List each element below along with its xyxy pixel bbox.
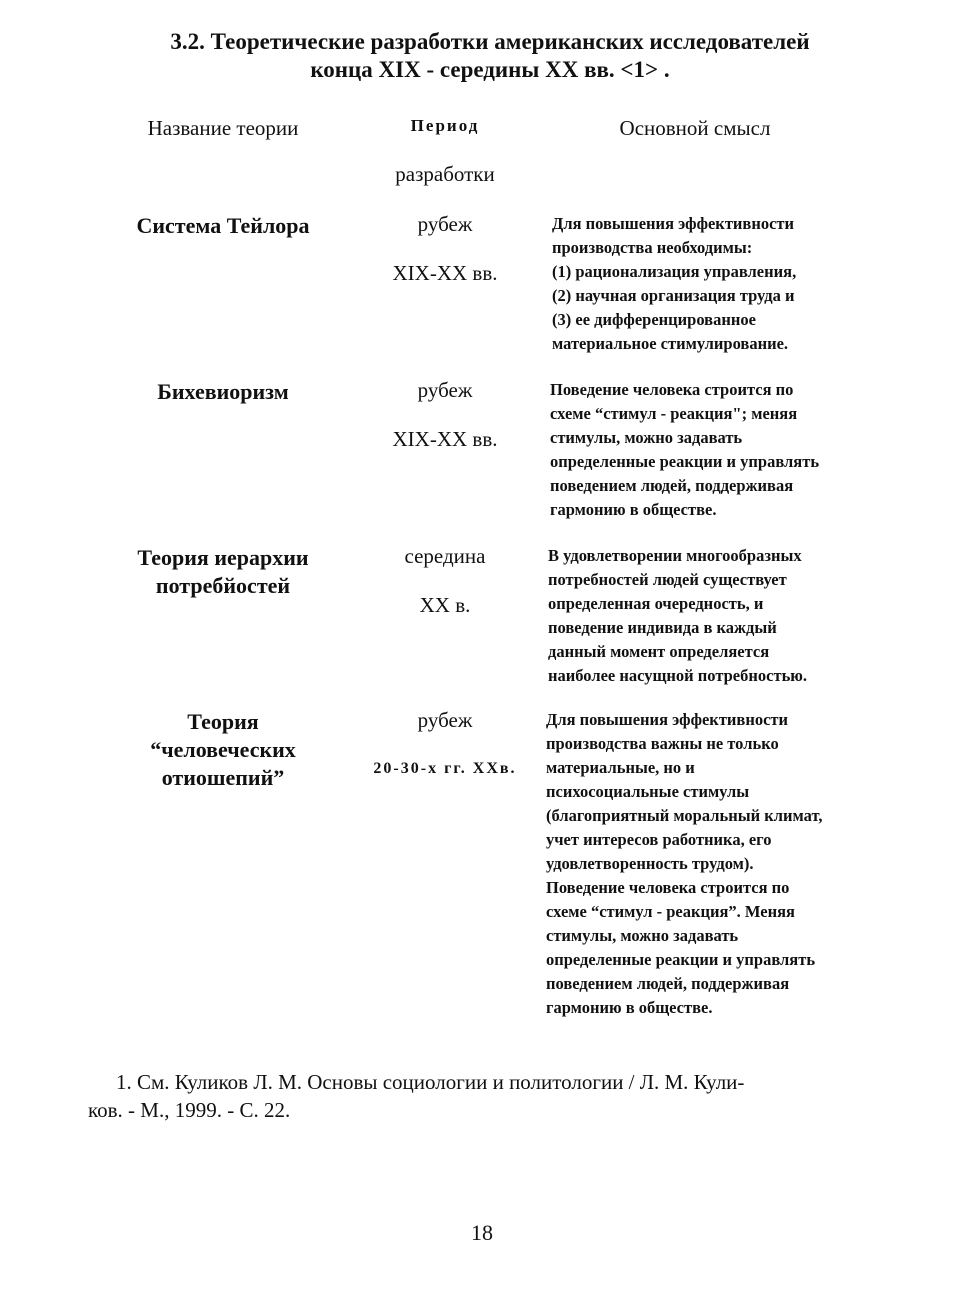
meaning-line: поведением людей, поддерживая — [546, 974, 790, 993]
meaning-line: психосоциальные стимулы — [546, 782, 750, 801]
theory-name — [110, 544, 336, 600]
meaning-line: учет интересов работника, его — [546, 830, 772, 849]
theory-name: Система Тейлора — [136, 213, 310, 238]
header-period: Период — [410, 116, 480, 135]
period-line2: XX в. — [419, 593, 471, 617]
meaning-line: поведение индивида в каждый — [548, 618, 777, 637]
meaning-line: (3) ее дифференцированное — [552, 310, 756, 329]
period-line1: рубеж — [417, 212, 473, 236]
header-meaning: Основной смысл — [619, 116, 771, 140]
theory-name-line: Теория иерархии — [137, 545, 309, 570]
period-line2: 20-30-х гг. XXв. — [373, 760, 517, 777]
meaning-line: стимулы, можно задавать — [550, 428, 743, 447]
meaning-line: стимулы, можно задавать — [546, 926, 739, 945]
meaning-line: Для повышения эффективности — [552, 214, 795, 233]
theory-name-line: Теория — [187, 709, 259, 734]
meaning-line: определенные реакции и управлять — [546, 950, 816, 969]
theory-name-line: “человеческих — [150, 737, 296, 762]
meaning-line: материальные, но и — [546, 758, 695, 777]
period-line1: рубеж — [417, 378, 473, 402]
section-title-line1: 3.2. Теоретические разработки американских исследователей — [170, 29, 810, 54]
header-theory-name: Название теории — [147, 116, 299, 140]
period-line2: XIX-XX вв. — [392, 261, 498, 285]
meaning-line: В удовлетворении многообразных — [548, 546, 802, 565]
meaning-line: материальное стимулирование. — [552, 334, 789, 353]
meaning-line: определенные реакции и управлять — [550, 452, 820, 471]
theory-meaning — [548, 544, 878, 688]
theory-name: Бихевиоризм — [157, 379, 289, 404]
meaning-line: производства необходимы: — [552, 238, 753, 257]
section-title-line2: конца XIX - середины XX вв. <1> . — [310, 57, 670, 82]
meaning-line: гармонию в обществе. — [546, 998, 713, 1017]
section-title — [40, 28, 940, 84]
theory-meaning — [552, 212, 882, 356]
meaning-line: удовлетворенность трудом). — [546, 854, 754, 873]
meaning-line: схеме “стимул - реакция”. Меняя — [546, 902, 795, 921]
meaning-line: схеме “стимул - реакция"; меняя — [550, 404, 798, 423]
meaning-line: гармонию в обществе. — [550, 500, 717, 519]
meaning-line: (1) рационализация управления, — [552, 262, 797, 281]
theory-meaning — [546, 708, 876, 1020]
theory-meaning — [550, 378, 880, 522]
meaning-line: Поведение человека строится по — [550, 380, 794, 399]
period-line1: середина — [404, 544, 486, 568]
period-line2: XIX-XX вв. — [392, 427, 498, 451]
meaning-line: наиболее насущной потребностью. — [548, 666, 808, 685]
meaning-line: Для повышения эффективности — [546, 710, 789, 729]
footnote-line2: ков. - М., 1999. - С. 22. — [88, 1098, 291, 1122]
meaning-line: определенная очередность, и — [548, 594, 764, 613]
meaning-line: данный момент определяется — [548, 642, 770, 661]
page-number: 18 — [471, 1220, 493, 1245]
meaning-line: (благоприятный моральный климат, — [546, 806, 823, 825]
period-line1: рубеж — [417, 708, 473, 732]
meaning-line: (2) научная организация труда и — [552, 286, 795, 305]
theory-name-line: отиошепий” — [161, 765, 285, 790]
theory-name — [110, 708, 336, 792]
meaning-line: производства важны не только — [546, 734, 779, 753]
meaning-line: Поведение человека строится по — [546, 878, 790, 897]
footnote — [88, 1068, 888, 1124]
theory-name-line: потребйостей — [155, 573, 291, 598]
footnote-line1: 1. См. Куликов Л. М. Основы социологии и политологии / Л. М. Кули- — [116, 1070, 745, 1094]
meaning-line: потребностей людей существует — [548, 570, 787, 589]
header-period-sub: разработки — [395, 162, 495, 186]
meaning-line: поведением людей, поддерживая — [550, 476, 794, 495]
